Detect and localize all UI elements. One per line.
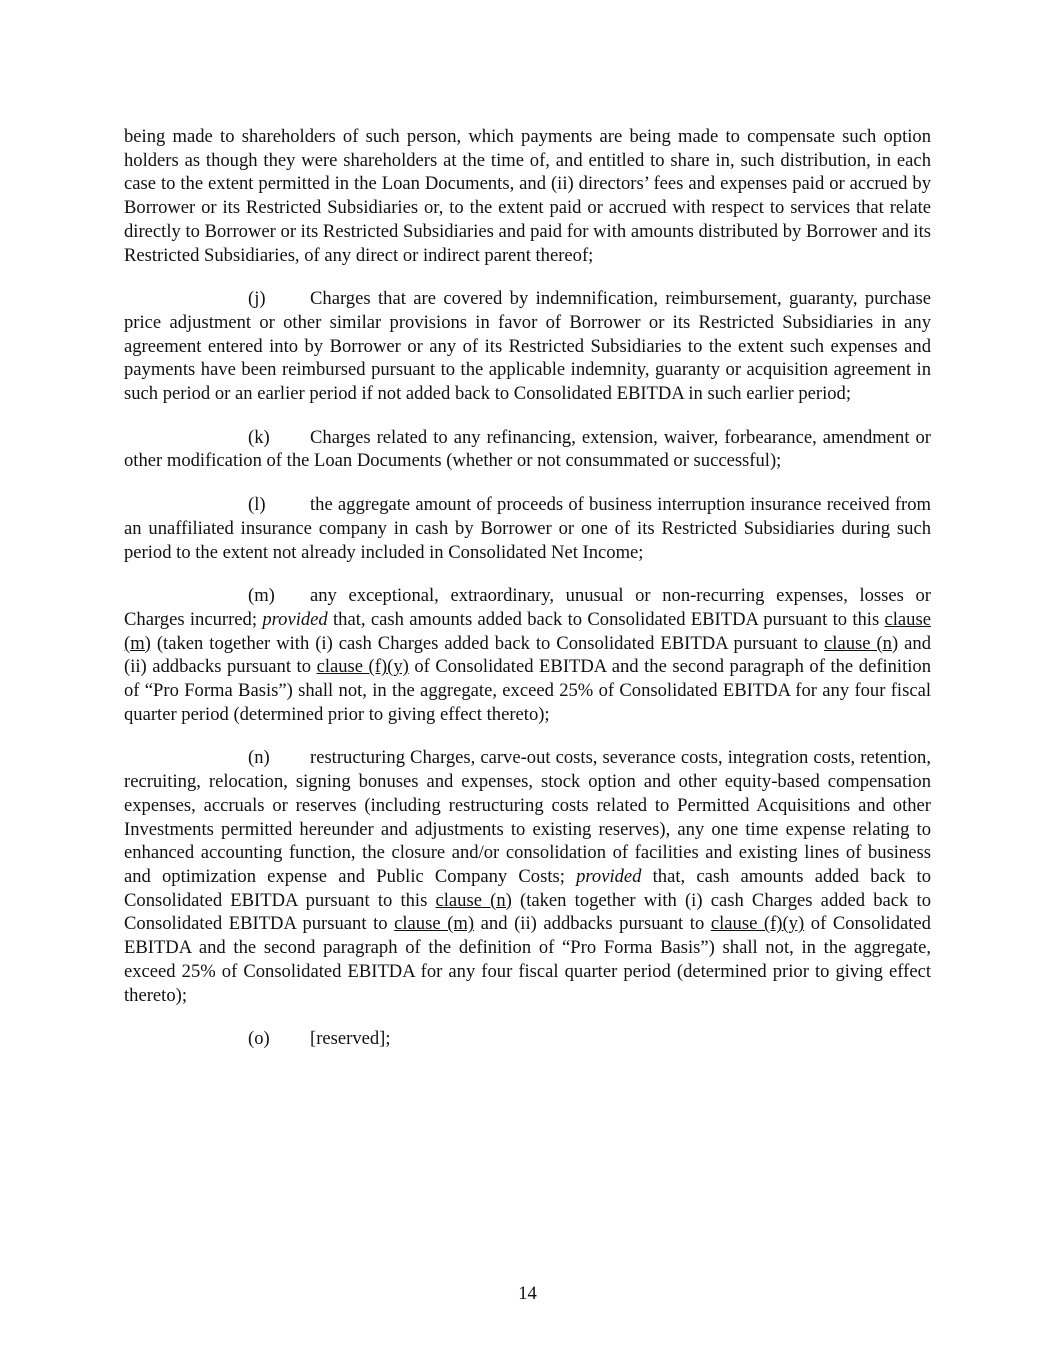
clause-l [124, 493, 931, 564]
clause-m-text-1: any exceptional, extraordinary, unusual or non-recurring expenses, losses or Charges incurred; [124, 585, 931, 630]
clause-k-text: Charges related to any refinancing, extension, waiver, forbearance, amendment or other modification of the Loan Documents (whether or not consummated or successful); [124, 426, 931, 472]
clause-m-ref-n: clause (n) [824, 632, 899, 654]
clause-m-ref-fy: clause (f)(y) [316, 656, 409, 678]
clause-n [124, 746, 931, 1007]
clause-m-text-2: that, cash amounts added back to Consolidated EBITDA pursuant to this [327, 608, 885, 630]
clause-o-text: [reserved]; [310, 1028, 391, 1050]
clause-n-text-5: of Consolidated EBITDA and the second paragraph of the definition of “Pro Forma Basis”) shall not, in the aggregate, exceed 25% of Consolidated EBITDA for any four fiscal quarter period (determined prior to giving effect thereto); [124, 913, 931, 1006]
continuation-paragraph: being made to shareholders of such person, which payments are being made to compensate such option holders as though they were shareholders at the time of, and entitled to share in, such distribution, in each case to the extent permitted in the Loan Documents, and (ii) directors’ fees and expenses paid or accrued by Borrower or its Restricted Subsidiaries or, to the extent paid or accrued with respect to services that relate directly to Borrower or its Restricted Subsidiaries and paid for with amounts distributed by Borrower and its Restricted Subsidiaries, of any direct or indirect parent thereof; [124, 126, 931, 266]
clause-k-label: (k) [248, 426, 270, 448]
clause-m-label: (m) [248, 585, 275, 607]
clause-j-text: Charges that are covered by indemnification, reimbursement, guaranty, purchase price adjustment or other similar provisions in favor of Borrower or its Restricted Subsidiaries in any agreement entered into by Borrower or any of its Restricted Subsidiaries to the extent such expenses and payments have been reimbursed pursuant to the applicable indemnity, guaranty or acquisition agreement in such period or an earlier period if not added back to Consolidated EBITDA in such earlier period; [124, 288, 931, 405]
clause-m-provided: provided [262, 608, 328, 630]
clause-m-text-3: (taken together with (i) cash Charges added back to Consolidated EBITDA pursuant to [150, 632, 825, 654]
clause-l-text: the aggregate amount of proceeds of business interruption insurance received from an unaffiliated insurance company in cash by Borrower or one of its Restricted Subsidiaries during such period to the extent not already included in Consolidated Net Income; [124, 494, 931, 563]
clause-n-provided: provided [576, 865, 642, 887]
clause-n-text-3: (taken together with (i) cash Charges added back to Consolidated EBITDA pursuant to [124, 889, 931, 935]
clause-k [124, 426, 931, 473]
clause-n-ref-m: clause (m) [394, 913, 475, 935]
clause-o [124, 1027, 931, 1051]
clause-n-text-4: and (ii) addbacks pursuant to [474, 913, 711, 935]
page-number: 14 [518, 1283, 537, 1304]
clause-n-ref-n: clause (n) [435, 889, 512, 911]
clause-j-label: (j) [248, 288, 266, 310]
document-page [124, 125, 931, 1051]
clause-n-text-1: restructuring Charges, carve-out costs, severance costs, integration costs, retention, recruiting, relocation, signing bonuses and expenses, stock option and other equity-based compensation expenses, accruals or reserves (including restructuring costs related to Permitted Acquisitions and other Investments permitted hereunder and adjustments to existing reserves), any one time expense relating to enhanced accounting function, the closure and/or consolidation of facilities and existing lines of business and optimization expense and Public Company Costs; [124, 747, 931, 887]
clause-m-text-4: and (ii) addbacks pursuant to [124, 632, 932, 678]
clause-o-label: (o) [248, 1028, 270, 1050]
clause-n-label: (n) [248, 747, 270, 769]
clause-m-text-5: of Consolidated EBITDA and the second paragraph of the definition of “Pro Forma Basis”) shall not, in the aggregate, exceed 25% of Consolidated EBITDA for any four fiscal quarter period (determined prior to giving effect thereto); [124, 656, 931, 725]
clause-n-text-2: that, cash amounts added back to Consolidated EBITDA pursuant to this [124, 865, 931, 911]
clause-m-ref-m: clause (m) [124, 608, 931, 654]
clause-j [124, 287, 931, 406]
clause-m [124, 584, 931, 726]
clause-l-label: (l) [248, 494, 266, 516]
clause-n-ref-fy: clause (f)(y) [710, 913, 805, 935]
